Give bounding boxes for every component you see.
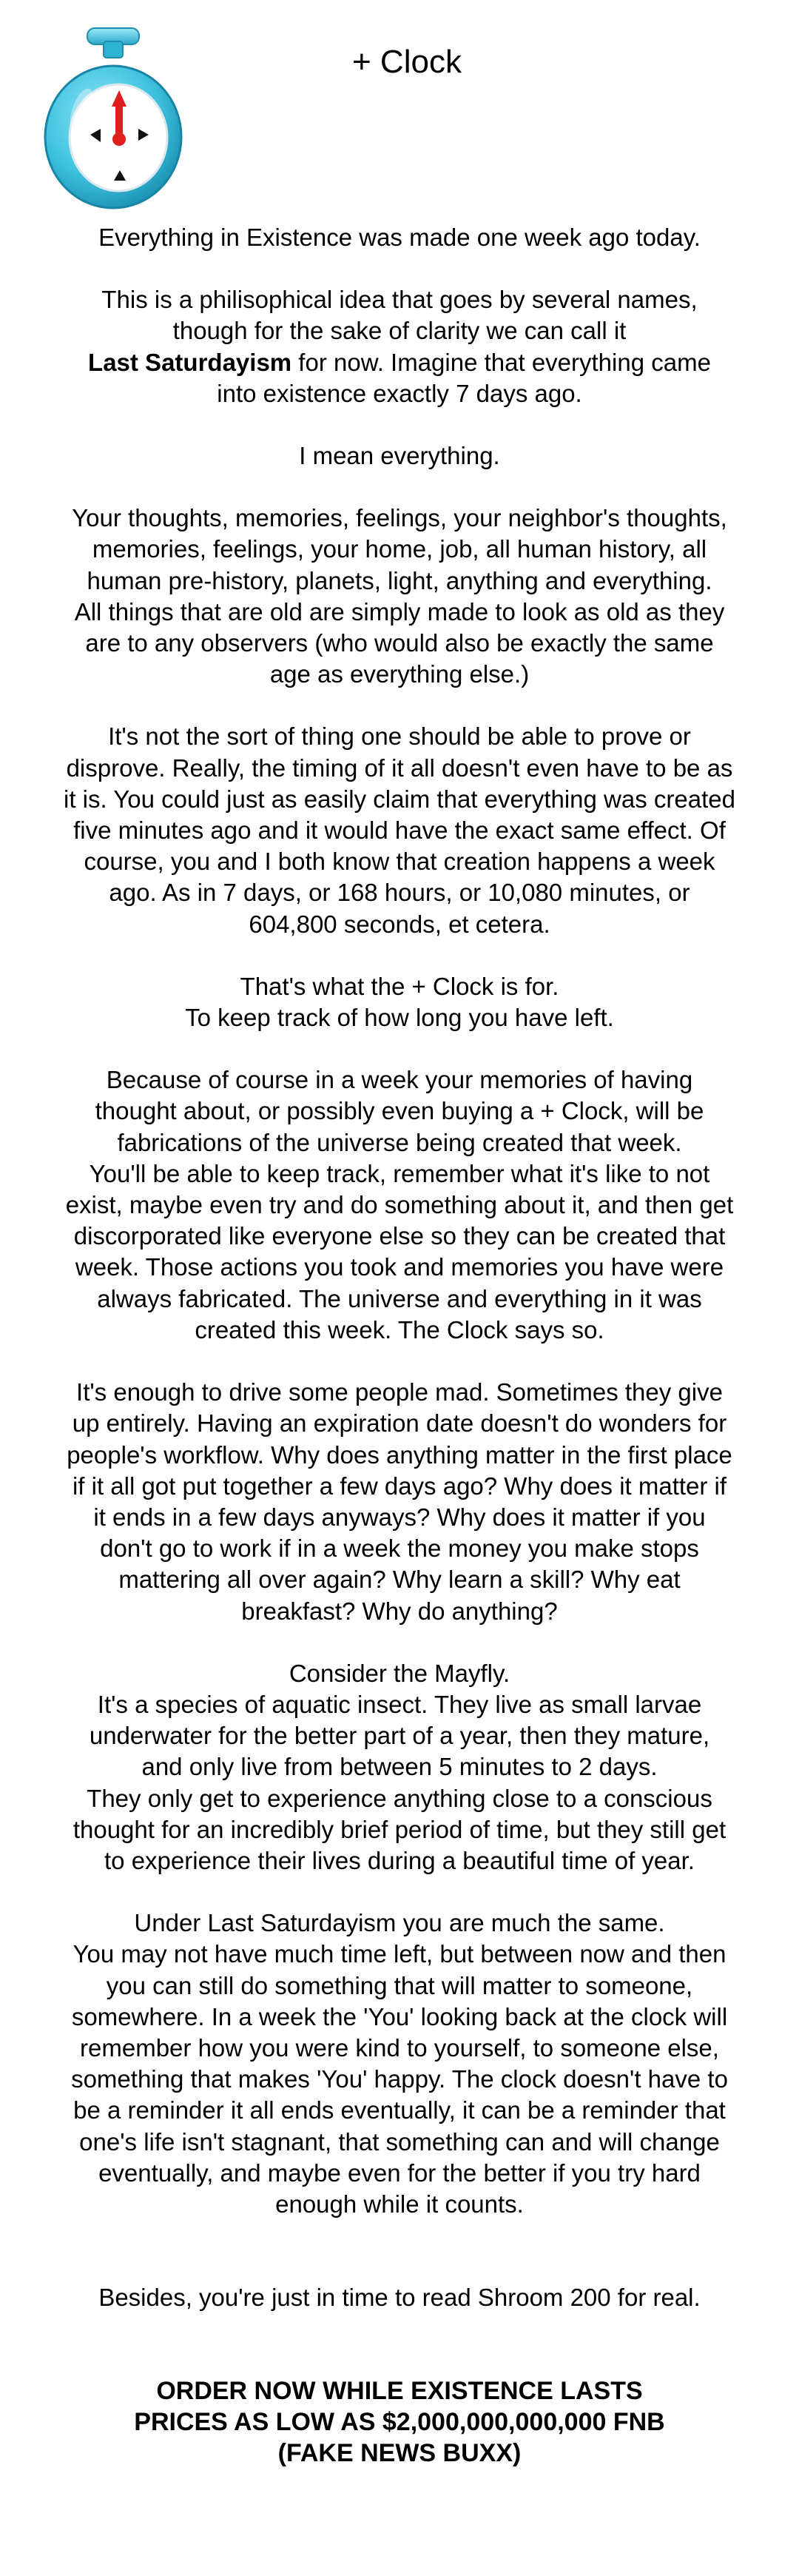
paragraph-madness: It's enough to drive some people mad. Sometimes they give up entirely. Having an expiration date doesn't do wonders for people's workflow. Why does anything matter in the first place if it all got put together a few days ago? Why does it matter if it ends in a few days anyways? Why does it matter if you don't go to work if in a week the money you make stops mattering all over again? Why learn a skill? Why eat breakfast? Why do anything? (67, 1378, 732, 1625)
stopwatch-icon (37, 22, 192, 215)
page-title: + Clock (352, 44, 462, 80)
intro-paragraph: Everything in Existence was made one week ago today. (98, 224, 701, 251)
paragraph-proof: It's not the sort of thing one should be able to prove or disprove. Really, the timing of it all doesn't even have to be as it is. You could just as easily claim that everything was created five minutes ago and it would have the exact same effect. Of course, you and I both know that creation happens a week ago. As in 7 days, or 168 hours, or 10,080 minutes, or 604,800 seconds, et cetera. (64, 722, 735, 938)
article-body (37, 222, 762, 2469)
paragraph-saturdayism: Under Last Saturdayism you are much the same. You may not have much time left, but between now and then you can still do something that will matter to someone, somewhere. In a week the 'You' looking back at the clock will remember how you were kind to yourself, to someone else, something that makes 'You' happy. The clock doesn't have to be a reminder it all ends eventually, it can be a reminder that one's life isn't stagnant, that something can and will change eventually, and maybe even for the better if you try hard enough while it counts. (71, 1909, 728, 2218)
paragraph-everything: I mean everything. (299, 442, 500, 470)
paragraph-memories: Because of course in a week your memories of having thought about, or possibly even buying a + Clock, will be fabrications of the universe being created that week. You'll be able to keep track, remember what it's like to not exist, maybe even try and do something about it, and then get discorporated like everyone else so they can be created that week. Those actions you took and memories you have were always fabricated. The universe and everything in it was created this week. The Clock says so. (65, 1066, 734, 1344)
term-last-saturdayism: Last Saturdayism (88, 348, 292, 376)
paragraph-thoughts: Your thoughts, memories, feelings, your neighbor's thoughts, memories, feelings, your home, job, all human history, all human pre-history, planets, light, anything and everything. All things that are old are simply made to look as old as they are to any observers (who would also be exactly the same age as everything else.) (72, 504, 727, 688)
paragraph-shroom: Besides, you're just in time to read Shroom 200 for real. (98, 2284, 701, 2312)
paragraph-clock-purpose: That's what the + Clock is for. To keep track of how long you have left. (185, 972, 614, 1032)
order-notice: ORDER NOW WHILE EXISTENCE LASTS PRICES AS LOW AS $2,000,000,000,000 FNB (FAKE NEWS BUXX) (134, 2377, 665, 2468)
paragraph-name: This is a philisophical idea that goes by several names, though for the sake of clarity we can call it Last Saturdayism for now. Imagine that everything came into existence exactly 7 days ago. (88, 286, 711, 407)
paragraph-mayfly: Consider the Mayfly. It's a species of aquatic insect. They live as small larvae underwater for the better part of a year, then they mature, and only live from between 5 minutes to 2 days. They only get to experience anything close to a conscious thought for an incredibly brief period of time, but they still get to experience their lives during a beautiful time of year. (73, 1659, 726, 1874)
